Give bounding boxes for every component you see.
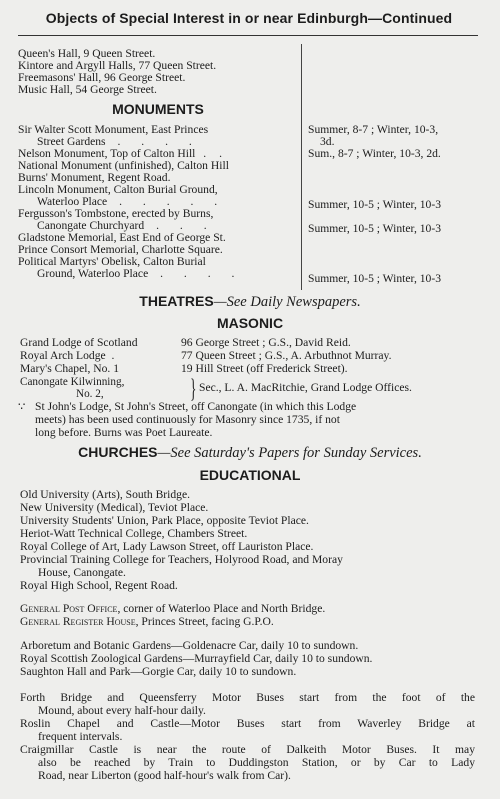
header-suffix: —Continued — [367, 10, 453, 26]
churches-note: —See Saturday's Papers for Sunday Services. — [157, 445, 422, 461]
lodge-name: Royal Arch Lodge . — [20, 349, 115, 362]
hall-item: Music Hall, 54 George Street. — [18, 83, 157, 96]
lodge-info: 19 Hill Street (off Frederick Street). — [181, 362, 348, 375]
lodge-name: Grand Lodge of Scotland — [20, 336, 138, 349]
garden-line: Arboretum and Botanic Gardens—Goldenacre Car, daily 10 to sundown. — [20, 639, 359, 652]
header-title: Objects of Special Interest in or near Edinburgh — [45, 10, 368, 26]
monument-line: Burns' Monument, Regent Road. — [18, 171, 171, 184]
monument-hours: Summer, 8-7 ; Winter, 10-3, — [308, 123, 439, 136]
hall-item: Freemasons' Hall, 96 George Street. — [18, 71, 186, 84]
educational-item: New University (Medical), Teviot Place. — [20, 501, 209, 514]
educational-item: Royal High School, Regent Road. — [20, 579, 178, 592]
monument-line: Sir Walter Scott Monument, East Princes — [18, 123, 209, 136]
educational-item: Provincial Training College for Teachers, Holyrood Road, and Moray — [20, 553, 343, 566]
hall-item: Kintore and Argyll Halls, 77 Queen Street. — [18, 59, 217, 72]
column-divider — [301, 44, 302, 290]
st-johns-mark: ∵ — [18, 400, 26, 413]
st-johns-text: St John's Lodge, St John's Street, off Canongate (in which this Lodge — [35, 400, 357, 413]
garden-line: Royal Scottish Zoological Gardens—Murrayfield Car, daily 10 to sundown. — [20, 652, 373, 665]
theatres-note: —See Daily Newspapers. — [213, 294, 361, 310]
lodge-info: Sec., L. A. MacRitchie, Grand Lodge Offices. — [199, 381, 412, 394]
churches-heading: CHURCHES—See Saturday's Papers for Sunday Services. — [78, 444, 422, 461]
brace-glyph: } — [190, 374, 197, 403]
header-rule — [18, 35, 478, 36]
monument-line: Street Gardens . . . . — [37, 135, 201, 148]
hall-item: Queen's Hall, 9 Queen Street. — [18, 47, 156, 60]
transport-paragraph: Roslin Chapel and Castle—Motor Buses start from Waverley Bridge at frequent intervals. — [20, 717, 475, 743]
monument-line: Political Martyrs' Obelisk, Calton Burial — [18, 255, 206, 268]
st-johns-text: meets) has been used continuously for Masonry since 1735, if not — [35, 413, 340, 426]
masonic-heading: MASONIC — [216, 315, 284, 331]
transport-paragraph: Craigmillar Castle is near the route of Dalkeith Motor Buses. It may also be reached by Train to Duddingston Station, or by Car to Lady Road, near Liberton (good half-hour's walk from Car). — [20, 743, 475, 782]
monument-line: Gladstone Memorial, East End of George St. — [18, 231, 226, 244]
theatres-heading: THEATRES—See Daily Newspapers. — [139, 293, 361, 310]
register-house-line: General Register House, Princes Street, facing G.P.O. — [20, 615, 274, 628]
educational-item: Heriot-Watt Technical College, Chambers Street. — [20, 527, 248, 540]
page-header — [20, 10, 478, 26]
st-johns-text: long before. Burns was Poet Laureate. — [35, 426, 213, 439]
educational-item: University Students' Union, Park Place, opposite Teviot Place. — [20, 514, 309, 527]
monument-line: Canongate Churchyard . . . — [37, 219, 216, 232]
monument-line: Prince Consort Memorial, Charlotte Square. — [18, 243, 223, 256]
lodge-info: 96 George Street ; G.S., David Reid. — [181, 336, 351, 349]
monument-hours: Summer, 10-5 ; Winter, 10-3 — [308, 272, 441, 285]
monuments-heading: MONUMENTS — [112, 101, 204, 117]
garden-line: Saughton Hall and Park—Gorgie Car, daily 10 to sundown. — [20, 665, 297, 678]
educational-heading: EDUCATIONAL — [199, 467, 301, 483]
educational-item: Royal College of Art, Lady Lawson Street, off Lauriston Place. — [20, 540, 314, 553]
monument-line: Ground, Waterloo Place . . . . — [37, 267, 244, 280]
lodge-name: No. 2, — [76, 388, 104, 400]
monument-line: Waterloo Place . . . . . — [37, 195, 227, 208]
post-office-line: General Post Office, corner of Waterloo Place and North Bridge. — [20, 602, 326, 615]
lodge-name: Mary's Chapel, No. 1 — [20, 362, 120, 375]
monument-line: Nelson Monument, Top of Calton Hill . . — [18, 147, 227, 160]
post-office-label: General Post Office — [20, 602, 118, 615]
lodge-name: Canongate Kilwinning, — [20, 376, 125, 388]
monument-hours: Summer, 10-5 ; Winter, 10-3 — [308, 222, 441, 235]
educational-item: Old University (Arts), South Bridge. — [20, 488, 191, 501]
educational-item: House, Canongate. — [38, 566, 126, 579]
monument-line: Fergusson's Tombstone, erected by Burns, — [18, 207, 214, 220]
monument-line: National Monument (unfinished), Calton Hill — [18, 159, 229, 172]
register-house-label: General Register House — [20, 615, 136, 628]
monument-hours: 3d. — [320, 135, 335, 148]
monument-hours: Sum., 8-7 ; Winter, 10-3, 2d. — [308, 147, 441, 160]
monument-hours: Summer, 10-5 ; Winter, 10-3 — [308, 198, 441, 211]
transport-paragraph: Forth Bridge and Queensferry Motor Buses start from the foot of the Mound, about every half-hour daily. — [20, 691, 475, 717]
lodge-info: 77 Queen Street ; G.S., A. Arbuthnot Murray. — [181, 349, 392, 362]
monument-line: Lincoln Monument, Calton Burial Ground, — [18, 183, 218, 196]
